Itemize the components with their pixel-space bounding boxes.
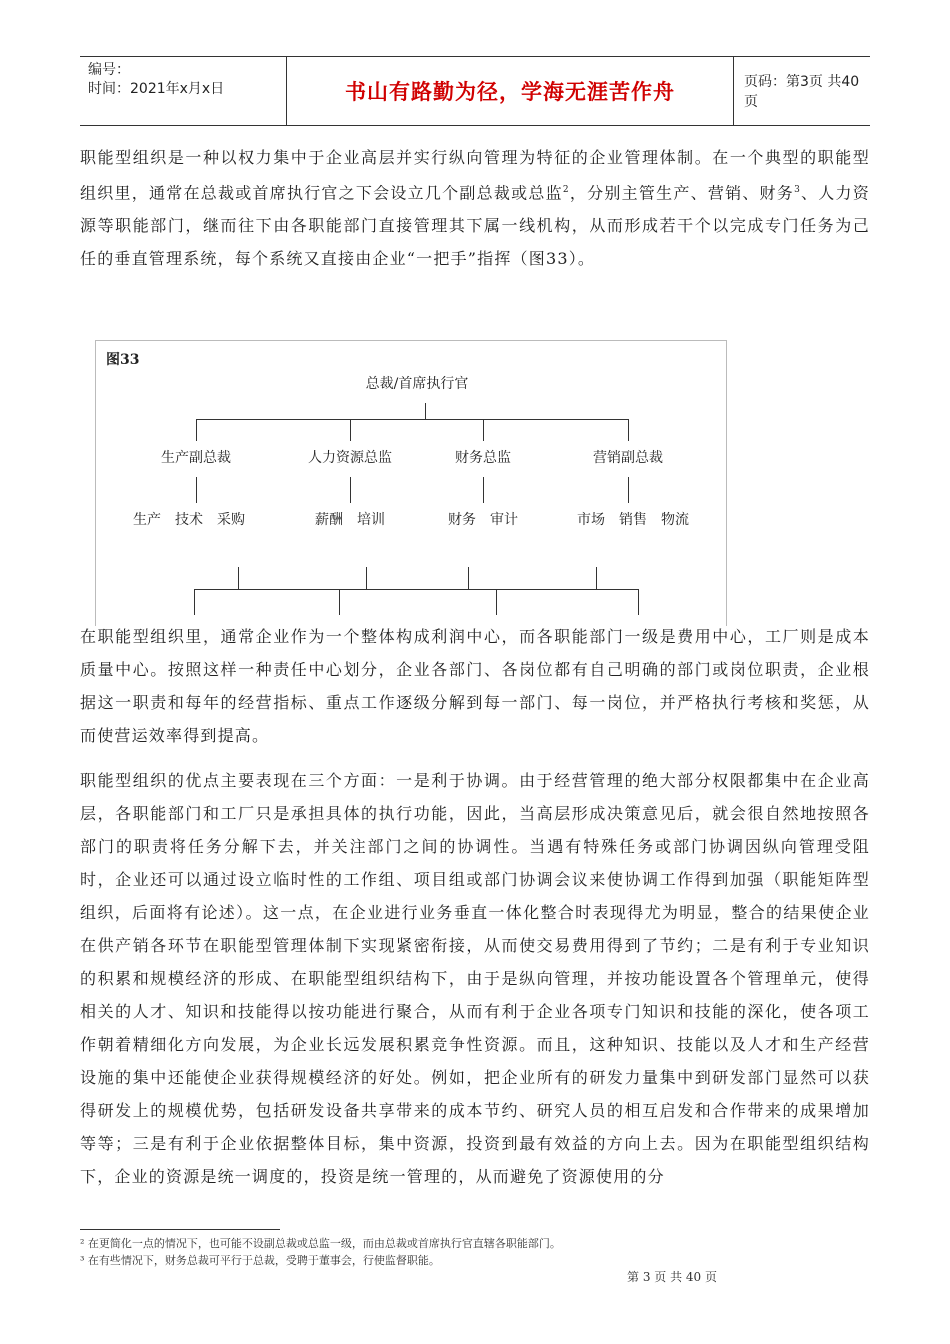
connector-lower-c <box>468 567 469 589</box>
footnote-divider <box>80 1229 280 1230</box>
page-number: 第 3 页 共 40 页 <box>627 1270 717 1284</box>
connector-finance-down <box>483 477 484 503</box>
paragraph-intro-part2: ，分别主管生产、营销、财务 <box>569 183 795 203</box>
header-motto: 书山有路勤为径，学海无涯苦作舟 <box>286 57 734 125</box>
leaf-hr-functions: 薪酬 培训 <box>315 512 385 528</box>
node-marketing-vp: 营销副总裁 <box>593 450 663 466</box>
page-header <box>80 56 870 126</box>
footnote-ref-3[interactable]: 3 <box>794 185 801 195</box>
figure-label: 图33 <box>106 352 140 368</box>
leaf-finance-functions: 财务 审计 <box>448 512 518 528</box>
doc-time-label: 时间：2021年x月x日 <box>88 81 225 97</box>
connector-lower-bar <box>194 589 638 590</box>
connector-to-production <box>196 419 197 441</box>
connector-lower-a <box>238 567 239 589</box>
paragraph-responsibility: 在职能型组织里，通常企业作为一个整体构成利润中心，而各职能部门一级是费用中心，工厂则是成本质量中心。按照这样一种责任中心划分，企业各部门、各岗位都有自己明确的部门或岗位职责，企业根据这一职责和每年的经营指标、重点工作逐级分解到每一部门、每一岗位，并严格执行考核和奖惩，从而使营运效率得到提高。 <box>80 627 870 745</box>
connector-lower-f <box>339 589 340 615</box>
paragraph-advantages: 职能型组织的优点主要表现在三个方面：一是利于协调。由于经营管理的绝大部分权限都集中在企业高层，各职能部门和工厂只是承担具体的执行功能，因此，当高层形成决策意见后，就会很自然地按照各部门的职责将任务分解下去，并关注部门之间的协调性。当遇有特殊任务或部门协调因纵向管理受阻时，企业还可以通过设立临时性的工作组、项目组或部门协调会议来使协调工作得到加强（职能矩阵型组织，后面将有论述）。这一点，在企业进行业务垂直一体化整合时表现得尤为明显，整合的结果使企业在供产销各环节在职能型管理体制下实现紧密衔接，从而使交易费用得到了节约；二是有利于专业知识的积累和规模经济的形成、在职能型组织结构下，由于是纵向管理，并按功能设置各个管理单元，使得相关的人才、知识和技能得以按功能进行聚合，从而有利于企业各项专门知识和技能的深化，使各项工作朝着精细化方向发展，为企业长远发展积累竞争性资源。而且，这种知识、技能以及人才和生产经营设施的集中还能使企业获得规模经济的好处。例如，把企业所有的研发力量集中到研发部门显然可以获得研发上的规模优势，包括研发设备共享带来的成本节约、研究人员的相互启发和合作带来的成果增加等等；三是有利于企业依据整体目标，集中资源，投资到最有效益的方向上去。因为在职能型组织结构下，企业的资源是统一调度的，投资是统一管理的，从而避免了资源使用的分 <box>80 771 870 1186</box>
footnote-2: ² 在更简化一点的情况下，也可能不设副总裁或总监一级，而由总裁或首席执行官直辖各职能部门。 <box>80 1237 561 1250</box>
org-chart-figure <box>95 340 727 626</box>
connector-to-hr <box>350 419 351 441</box>
footnote-3: ³ 在有些情况下，财务总裁可平行于总裁，受聘于董事会，行使监督职能。 <box>80 1254 440 1267</box>
leaf-marketing-functions: 市场 销售 物流 <box>577 512 689 528</box>
leaf-production-functions: 生产 技术 采购 <box>133 512 245 528</box>
paragraph-intro-part1: 职能型组织是一种以权力集中于企业高层并实行纵向管理为特征的企业管理体制。在一个典型的职能型组织里，通常在总裁或首席执行官之下会设立几个副总裁或总监 <box>80 148 870 203</box>
connector-top-bar <box>196 419 628 420</box>
header-meta <box>88 61 224 99</box>
paragraph-intro-part3: 、人力资源等职能部门，继而往下由各职能部门直接管理其下属一线机构，从而形成若干个以完成专门任务为己任的垂直管理系统，每个系统又直接由企业“一把手”指挥（图33）。 <box>80 183 870 269</box>
node-ceo: 总裁/首席执行官 <box>365 376 469 392</box>
node-finance-director: 财务总监 <box>455 450 511 466</box>
node-hr-director: 人力资源总监 <box>308 450 392 466</box>
connector-production-down <box>196 477 197 503</box>
connector-ceo-down <box>425 403 426 419</box>
connector-lower-g <box>496 589 497 615</box>
paragraph-intro <box>80 141 870 275</box>
connector-to-finance <box>483 419 484 441</box>
connector-to-marketing <box>628 419 629 441</box>
connector-lower-b <box>366 567 367 589</box>
connector-lower-e <box>194 589 195 615</box>
header-page-label: 页码：第3页 共40页 <box>744 74 860 110</box>
connector-marketing-down <box>628 477 629 503</box>
connector-hr-down <box>350 477 351 503</box>
doc-number-label: 编号： <box>88 62 130 78</box>
footnote-ref-2[interactable]: 2 <box>562 185 570 195</box>
connector-lower-d <box>596 567 597 589</box>
connector-lower-h <box>638 589 639 615</box>
node-production-vp: 生产副总裁 <box>161 450 231 466</box>
